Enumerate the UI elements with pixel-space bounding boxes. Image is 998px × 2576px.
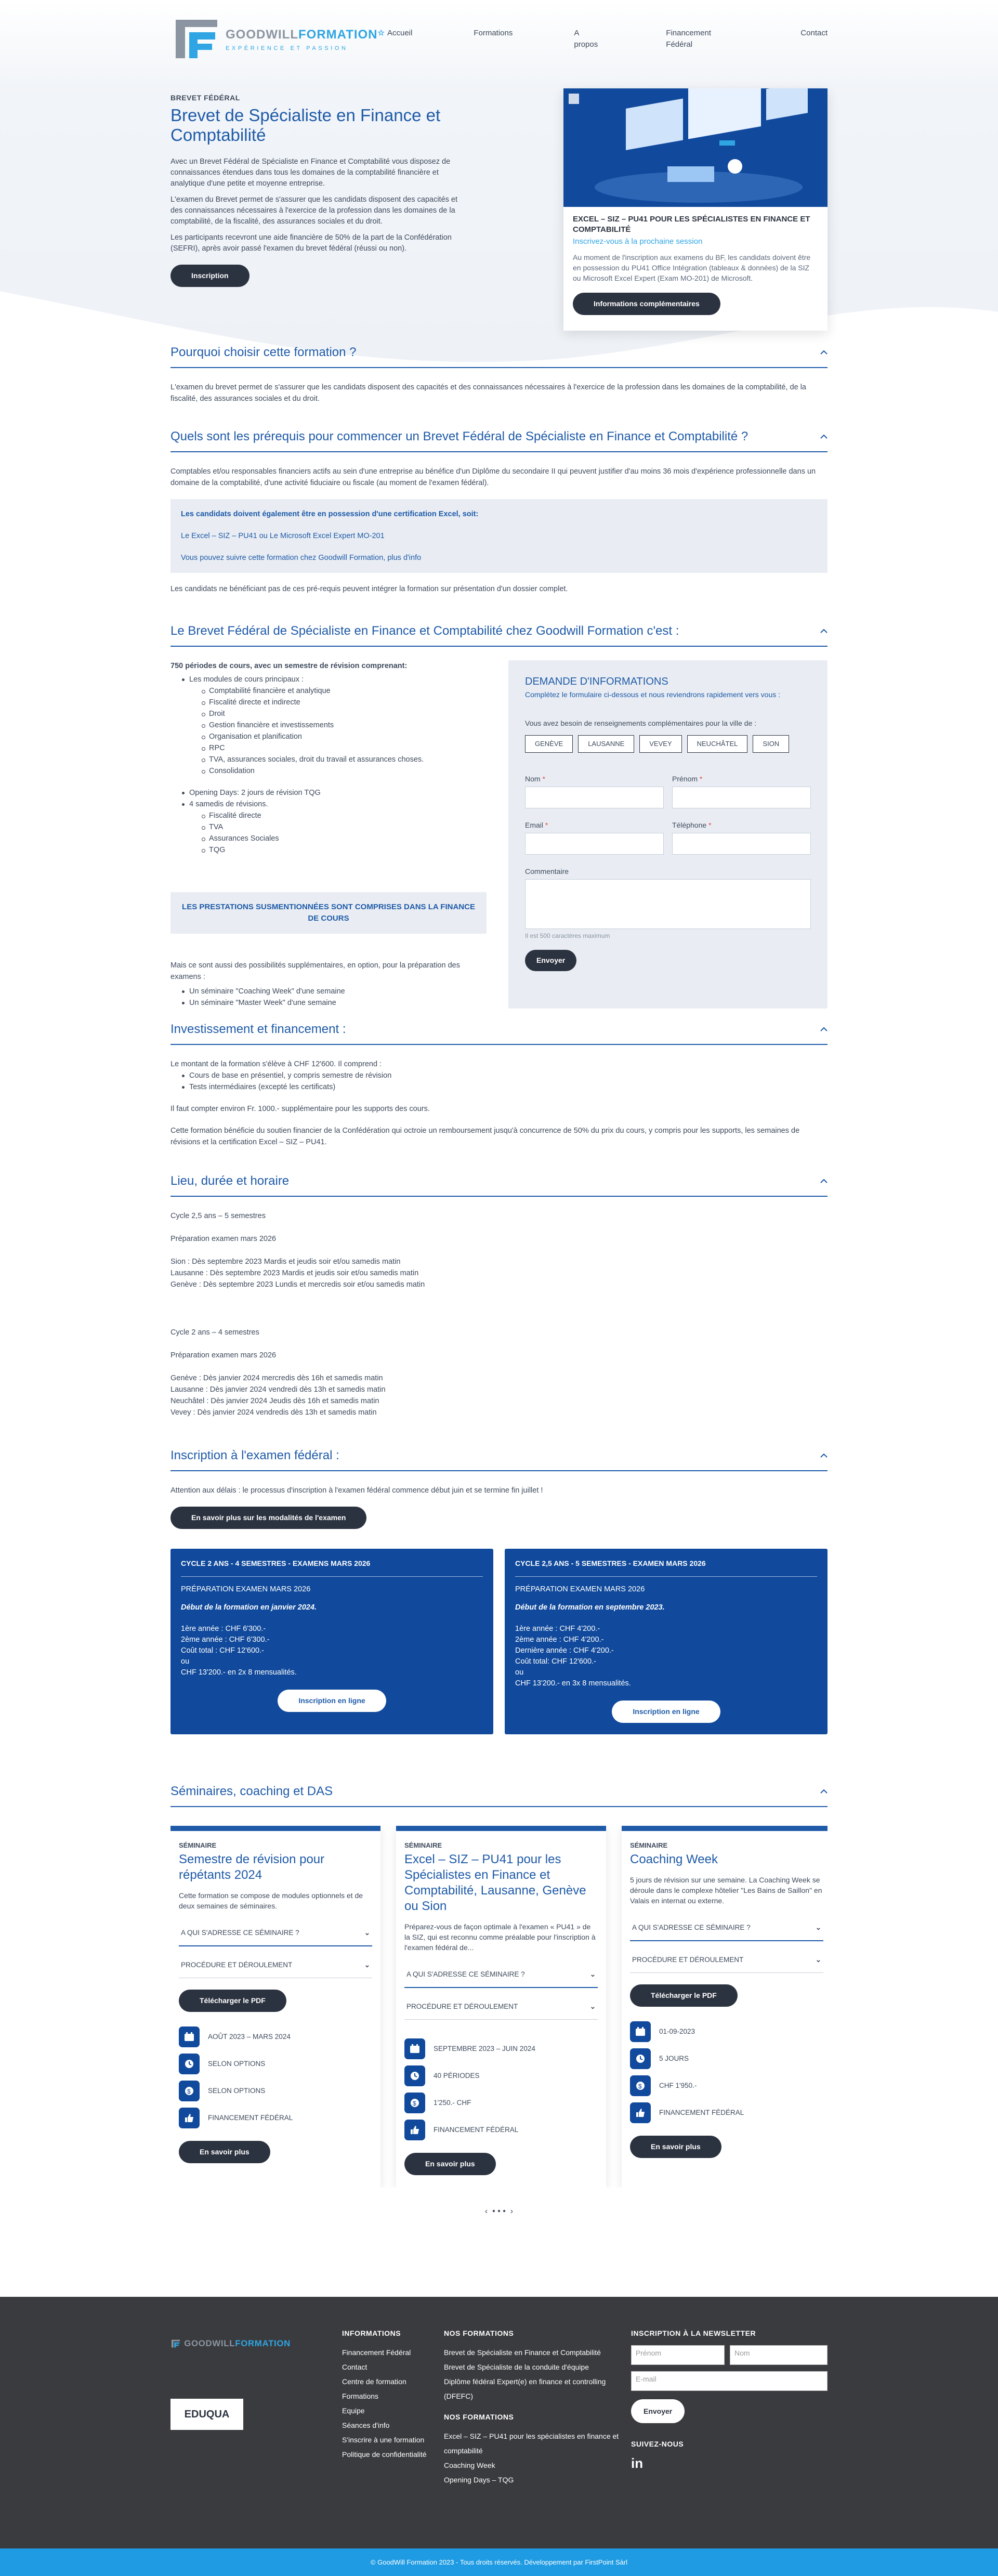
download-pdf-button[interactable]: Télécharger le PDF [630, 1984, 738, 2007]
city-options [525, 735, 811, 753]
brevet-header[interactable]: Le Brevet Fédéral de Spécialiste en Finance et Comptabilité chez Goodwill Formation c'est : [170, 622, 828, 647]
seminars-section [170, 1782, 828, 2218]
linkedin-icon[interactable]: in [631, 2455, 644, 2471]
brevet-section [170, 622, 828, 1009]
revision-sublist: Fiscalité directe TVA Assurances Sociales TQG [170, 810, 487, 856]
chevron-down-icon: ⌄ [815, 1923, 821, 1931]
audience-accordion[interactable]: A QUI S'ADRESSE CE SÉMINAIRE ? ⌄ [404, 1962, 598, 1988]
telephone-input[interactable] [672, 833, 811, 855]
nom-input[interactable] [525, 787, 664, 808]
chevron-down-icon: ⌄ [589, 2002, 596, 2010]
city-geneve[interactable]: GENÈVE [525, 735, 573, 753]
price-cards [170, 1549, 828, 1734]
nav-a-propos[interactable]: A propos [574, 28, 598, 49]
chevron-down-icon: ⌄ [364, 1928, 370, 1937]
footer-brand: GOODWILLFORMATION EDUQUA [170, 2328, 342, 2487]
site-footer: GOODWILLFORMATION EDUQUA INFORMATIONS Financement Fédéral Contact Centre de formation Formations Equipe Séances d'info S'inscrire à une formation Politique de confidentialité NOS FORMATIONS Brevet de Spécialiste en Finance et Comptabilité Brevet de Spécialiste de la conduite d'équipe Diplôme fédéral Expert(e) en finance et controlling (DFEFC) NOS FORMATIONS Excel – SIZ – PU41 pour les spécialistes en finance et comptabilité Coaching Week Opening Days – TQG INSCRIPTION À LA NEWSLETTER Prénom Nom E-mail Envoyer SUIVEZ-NOUS in [0, 2297, 998, 2548]
chevron-up-icon[interactable] [820, 1453, 828, 1458]
why-text: L'examen du brevet permet de s'assurer que les candidats disposent des capacités et des connaissances nécessaires à l'exercice de la profession dans les domaines de la comptabilité, de la fiscalité, des assurances sociales et du droit. [170, 383, 806, 403]
hero-paragraph-1: Avec un Brevet Fédéral de Spécialiste en Finance et Comptabilité vous disposez de connaissances étendues dans tous les domaines de la comptabilité financière et analytique d'une petite et moyenne entreprise. [170, 158, 451, 188]
learn-more-button[interactable]: En savoir plus [404, 2153, 496, 2175]
chevron-up-icon[interactable] [820, 1027, 828, 1032]
newsletter-nom[interactable]: Nom [730, 2345, 828, 2365]
chevron-up-icon[interactable] [820, 434, 828, 439]
modules-sublist: Comptabilité financière et analytique Fiscalité directe et indirecte Droit Gestion financière et investissements Organisation et planification RPC TVA, assurances sociales, droit du travail et assurances choses. Consolidation [170, 685, 487, 777]
brand-tagline: EXPÉRIENCE ET PASSION [226, 45, 348, 51]
seminar-card: SÉMINAIRE Coaching Week 5 jours de révision sur une semaine. La Coaching Week se déroule dans le complexe hôtelier "Les Bains de Saillon" en Valais en internat ou externe. A QUI S'ADRESSE CE SÉMINAIRE ? ⌄ PROCÉDURE ET DÉROULEMENT ⌄ Télécharger le PDF 01-09-2023 5 JOURS $ CHF 1'950.- FINANCEMENT FÉDÉRAL En savoir plus [622, 1826, 828, 2188]
money-icon [179, 2081, 200, 2101]
seminar-card: SÉMINAIRE Excel – SIZ – PU41 pour les Spécialistes en Finance et Comptabilité, Lausanne, Genève ou Sion Préparez-vous de façon optimale à l'examen « PU41 » de la SIZ, qui est reconnu comme préalable pour l'inscription à l'examen fédéral de... A QUI S'ADRESSE CE SÉMINAIRE ? ⌄ PROCÉDURE ET DÉROULEMENT ⌄ SEPTEMBRE 2023 – JUIN 2024 40 PÉRIODES $ 1'250.- CHF FINANCEMENT FÉDÉRAL En savoir plus [396, 1826, 606, 2188]
send-button[interactable]: Envoyer [525, 950, 576, 971]
invest-list: Cours de base en présentiel, y compris semestre de révision Tests intermédiaires (excepté les certificats) [170, 1070, 828, 1093]
logo-mark-icon [170, 2328, 180, 2359]
money-icon [404, 2093, 425, 2113]
nav-contact[interactable]: Contact [800, 28, 828, 37]
revision-list: Opening Days: 2 jours de révision TQG 4 samedis de révisions. [170, 787, 487, 810]
procedure-accordion[interactable]: PROCÉDURE ET DÉROULEMENT ⌄ [179, 1953, 372, 1978]
clock-icon [179, 2054, 200, 2074]
register-online-button[interactable]: Inscription en ligne [612, 1701, 720, 1723]
hero-paragraph-3: Les participants recevront une aide financière de 50% de la part de la Confédération (SEFRI), après avoir passé l'examen du brevet fédéral (réussi ou non). [170, 233, 452, 253]
learn-more-button[interactable]: En savoir plus [179, 2141, 270, 2163]
invest-header[interactable]: Investissement et financement : [170, 1020, 828, 1045]
prereq-header[interactable]: Quels sont les prérequis pour commencer un Brevet Fédéral de Spécialiste en Finance et Comptabilité ? [170, 427, 828, 452]
brevet-lead: 750 périodes de cours, avec un semestre de révision comprenant: [170, 662, 408, 670]
logo-mark-icon [170, 17, 220, 61]
svg-text:$: $ [187, 2088, 191, 2095]
comment-textarea[interactable] [525, 879, 811, 929]
city-neuchatel[interactable]: NEUCHÂTEL [687, 735, 748, 753]
logo[interactable] [170, 17, 378, 61]
svg-text:$: $ [638, 2083, 642, 2090]
clock-icon [630, 2048, 651, 2069]
email-input[interactable] [525, 833, 664, 855]
audience-accordion[interactable]: A QUI S'ADRESSE CE SÉMINAIRE ? ⌄ [179, 1920, 372, 1946]
nav-formations[interactable]: Formations [474, 28, 513, 37]
promo-illustration [563, 88, 828, 207]
chevron-up-icon[interactable] [820, 629, 828, 634]
page-title: Brevet de Spécialiste en Finance et Comptabilité [170, 106, 441, 145]
exam-info-button[interactable]: En savoir plus sur les modalités de l'examen [170, 1507, 366, 1529]
more-info-button[interactable]: Informations complémentaires [573, 293, 720, 315]
thumbs-up-icon [630, 2102, 651, 2123]
hero-eyebrow: BREVET FÉDÉRAL [170, 94, 240, 102]
brand-name: GOODWILLFORMATION [226, 27, 378, 42]
chevron-up-icon[interactable] [820, 350, 828, 355]
exam-section: Inscription à l'examen fédéral : Attention aux délais : le processus d'inscription à l'examen fédéral commence début juin et se termine fin juillet ! En savoir plus sur les modalités de l'examen CYCLE 2 ANS - 4 SEMESTRES - EXAMENS MARS 2026 PRÉPARATION EXAMEN MARS 2026 Début de la formation en janvier 2024. 1ère année : CHF 6'300.- 2ème année : CHF 6'300.- Coût total : CHF 12'600.- ou CHF 13'200.- en 2x 8 mensualités. Inscription en ligne CYCLE 2,5 ANS - 5 SEMESTRES - EXAMEN MARS 2026 PRÉPARATION EXAMEN MARS 2026 Début de la formation en septembre 2023. 1ère année : CHF 4'200.- 2ème année : CHF 4'200.- Dernière année : CHF 4'200.- Coût total: CHF 12'600.- ou CHF 13'200.- en 3x 8 mensualités. Inscription en ligne [170, 1446, 828, 1734]
hero-paragraph-2: L'examen du Brevet permet de s'assurer que les candidats disposent des capacités et des connaissances nécessaires à l'exercice de la profession dans les domaines de la comptabilité, de la fiscalité, des assurances sociales et du droit. [170, 195, 458, 226]
promo-link[interactable]: Inscrivez-vous à la prochaine session [573, 237, 703, 246]
lieu-header[interactable]: Lieu, durée et horaire [170, 1172, 828, 1197]
newsletter-send[interactable]: Envoyer [631, 2399, 685, 2423]
newsletter-email[interactable]: E-mail [631, 2371, 828, 2391]
site-header [170, 0, 828, 78]
carousel-dots[interactable]: ‹ • • • › [484, 2207, 514, 2216]
prereq-section [170, 427, 828, 595]
thumbs-up-icon [179, 2108, 200, 2128]
info-request-form: DEMANDE D'INFORMATIONS Complétez le formulaire ci-dessous et nous reviendrons rapidement vers vous : Vous avez besoin de renseignements complémentaires pour la ville de : GENÈVE LAUSANNE VEVEY NEUCHÂTEL SION Nom * Prénom * Email * Téléphone * Commentaire Il est 500 caractères maximum Envoyer [508, 660, 828, 1009]
invest-section: Investissement et financement : Le montant de la formation s'élève à CHF 12'600. Il comprend : Cours de base en présentiel, y compris semestre de révision Tests intermédiaires (excepté les certificats) Il faut compter environ Fr. 1000.- supplémentaire pour les supports des cours. Cette formation bénéficie du soutien financier de la Confédération qui octroie un remboursement jusqu'à concurrence de 50% du prix du cours, y compris pour les supports, les semaines de révisions et la certification Excel – SIZ – PU41. [170, 1020, 828, 1148]
learn-more-button[interactable]: En savoir plus [630, 2136, 721, 2158]
promo-text: Au moment de l'inscription aux examens du BF, les candidats doivent être en possession du PU41 Office Intégration (tableaux & données) de la SIZ ou Microsoft Excel Expert (Exam MO-201) de Microsoft. [573, 253, 811, 282]
clock-icon [404, 2065, 425, 2086]
city-sion[interactable]: SION [753, 735, 789, 753]
city-vevey[interactable]: VEVEY [639, 735, 681, 753]
procedure-accordion[interactable]: PROCÉDURE ET DÉROULEMENT ⌄ [404, 1994, 598, 2020]
copyright: © GoodWill Formation 2023 - Tous droits réservés. Développement par FirstPoint Sàrl [0, 2548, 998, 2576]
star-icon: ☆ [377, 28, 385, 37]
included-box: LES PRESTATIONS SUSMENTIONNÉES SONT COMPRISES DANS LA FINANCE DE COURS [170, 892, 487, 934]
prenom-input[interactable] [672, 787, 811, 808]
hero [170, 78, 828, 331]
chevron-up-icon[interactable] [820, 1789, 828, 1794]
prereq-after: Les candidats ne bénéficiant pas de ces pré-requis peuvent intégrer la formation sur présentation d'un dossier complet. [170, 585, 568, 593]
extra-text: Mais ce sont aussi des possibilités supplémentaires, en option, pour la préparation des examens : [170, 961, 460, 981]
money-icon [630, 2075, 651, 2096]
price-card: CYCLE 2 ANS - 4 SEMESTRES - EXAMENS MARS 2026 PRÉPARATION EXAMEN MARS 2026 Début de la formation en janvier 2024. 1ère année : CHF 6'300.- 2ème année : CHF 6'300.- Coût total : CHF 12'600.- ou CHF 13'200.- en 2x 8 mensualités. Inscription en ligne [170, 1549, 493, 1734]
procedure-accordion[interactable]: PROCÉDURE ET DÉROULEMENT ⌄ [630, 1947, 823, 1973]
lieu-section: Lieu, durée et horaire Cycle 2,5 ans – 5 semestres Préparation examen mars 2026 Sion : Dès septembre 2023 Mardis et jeudis soir et/ou samedis matin Lausanne : Dès septembre 2023 Mardis et jeudis soir et/ou samedis matin Genève : Dès septembre 2023 Lundis et mercredis soir et/ou samedis matin Cycle 2 ans – 4 semestres Préparation examen mars 2026 Genève : Dès janvier 2024 mercredis dès 16h et samedis matin Lausanne : Dès janvier 2024 vendredi dès 13h et samedis matin Neuchâtel : Dès janvier 2024 Jeudis dès 16h et samedis matin Vevey : Dès janvier 2024 vendredis dès 13h et samedis matin [170, 1172, 828, 1418]
why-section [170, 343, 828, 404]
modules-list: Les modules de cours principaux : [170, 674, 487, 685]
city-lausanne[interactable]: LAUSANNE [578, 735, 634, 753]
why-header[interactable]: Pourquoi choisir cette formation ? [170, 343, 828, 368]
price-card: CYCLE 2,5 ANS - 5 SEMESTRES - EXAMEN MARS 2026 PRÉPARATION EXAMEN MARS 2026 Début de la formation en septembre 2023. 1ère année : CHF 4'200.- 2ème année : CHF 4'200.- Dernière année : CHF 4'200.- Coût total: CHF 12'600.- ou CHF 13'200.- en 3x 8 mensualités. Inscription en ligne [505, 1549, 828, 1734]
extra-list: Un séminaire "Coaching Week" d'une semaine Un séminaire "Master Week" d'une semaine [170, 986, 487, 1009]
svg-text:$: $ [413, 2100, 416, 2107]
thumbs-up-icon [404, 2120, 425, 2140]
register-online-button[interactable]: Inscription en ligne [278, 1690, 386, 1712]
audience-accordion[interactable]: A QUI S'ADRESSE CE SÉMINAIRE ? ⌄ [630, 1915, 823, 1941]
seminar-card: SÉMINAIRE Semestre de révision pour répétants 2024 Cette formation se compose de modules optionnels et de deux semaines de séminaires. A QUI S'ADRESSE CE SÉMINAIRE ? ⌄ PROCÉDURE ET DÉROULEMENT ⌄ Télécharger le PDF AOÛT 2023 – MARS 2024 SELON OPTIONS $ SELON OPTIONS FINANCEMENT FÉDÉRAL En savoir plus [170, 1826, 380, 2188]
newsletter-prenom[interactable]: Prénom [631, 2345, 725, 2365]
chevron-down-icon: ⌄ [815, 1955, 821, 1964]
calendar-icon [404, 2038, 425, 2059]
prereq-text: Comptables et/ou responsables financiers actifs au sein d'une entreprise au bénéfice d'un Diplôme du secondaire II qui peuvent justifier d'au moins 36 mois d'expérience professionnelle dans un domaine de la comptabilité, d'une activité fiduciaire ou fiscale (au moment de l'examen fédéral). [170, 467, 816, 487]
inscription-button[interactable]: Inscription [170, 265, 250, 287]
excel-notice: Les candidats doivent également être en possession d'une certification Excel, soit: Le Excel – SIZ – PU41 ou Le Microsoft Excel Expert MO-201 Vous pouvez suivre cette formation chez Goodwill Formation, plus d'info [170, 499, 828, 573]
chevron-down-icon: ⌄ [364, 1960, 370, 1969]
promo-title: EXCEL – SIZ – PU41 POUR LES SPÉCIALISTES EN FINANCE ET COMPTABILITÉ [573, 215, 810, 234]
nav-accueil[interactable]: ☆ Accueil [377, 28, 413, 37]
calendar-icon [179, 2026, 200, 2047]
seminars-header[interactable]: Séminaires, coaching et DAS [170, 1782, 828, 1807]
nav-financement[interactable]: Financement Fédéral [666, 28, 711, 49]
chevron-down-icon: ⌄ [589, 1970, 596, 1978]
exam-header[interactable]: Inscription à l'examen fédéral : [170, 1446, 828, 1471]
seminar-carousel [170, 1826, 828, 2188]
chevron-up-icon[interactable] [820, 1179, 828, 1184]
download-pdf-button[interactable]: Télécharger le PDF [179, 1990, 286, 2012]
calendar-icon [630, 2021, 651, 2042]
main-nav [378, 28, 828, 51]
eduqua-badge: EDUQUA [170, 2399, 243, 2430]
excel-promo-card [563, 88, 828, 331]
